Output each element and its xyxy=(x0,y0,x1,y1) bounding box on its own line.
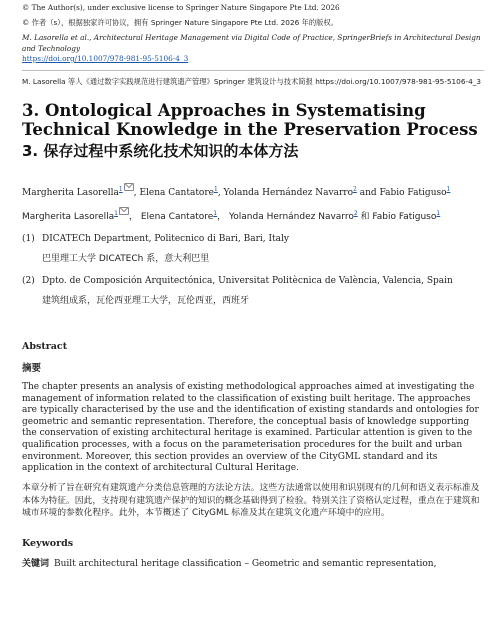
page xyxy=(22,0,484,569)
affiliation-text-en: DICATECh Department, Politecnico di Bari, Bari, Italy xyxy=(42,234,289,244)
affiliation-number: (1) xyxy=(22,234,35,244)
chapter-title-en: 3. Ontological Approaches in Systematising Technical Knowledge in the Preservation Process xyxy=(22,101,478,139)
author-line-zh xyxy=(22,207,484,223)
author-name[interactable]: Margherita Lasorella xyxy=(22,188,119,198)
keywords-heading: Keywords xyxy=(22,538,74,550)
keywords-text: Built architectural heritage classification – Geometric and semantic representation, xyxy=(54,559,437,570)
author-name-zh[interactable]: Margherita Lasorella xyxy=(22,212,115,222)
affiliation-ref[interactable]: 1 xyxy=(446,186,451,193)
author-name-zh[interactable]: ， Yolanda Hernández Navarro xyxy=(217,212,354,222)
affiliation-text-zh: 建筑组成系，瓦伦西亚理工大学，瓦伦西亚，西班牙 xyxy=(42,296,250,306)
affiliation-text-en: Dpto. de Composición Arquitectónica, Universitat Politècnica de València, Valencia, Spain xyxy=(42,276,453,286)
and-separator: and xyxy=(359,188,377,198)
affiliation-ref[interactable]: 1 xyxy=(213,210,218,217)
affiliation-ref[interactable]: 1 xyxy=(213,186,218,193)
copyright-zh: © 作者（s），根据独家许可协议，拥有 Springer Nature Singapore Pte Ltd. 2026 年的版权。 xyxy=(22,17,339,27)
citation-en xyxy=(22,33,484,65)
author-name-zh[interactable]: 和 Fabio Fatiguso xyxy=(357,212,437,222)
keywords-label-zh: 关键词 xyxy=(22,559,50,570)
author-name[interactable]: Yolanda Hernández Navarro xyxy=(223,188,353,198)
abstract-heading-zh: 摘要 xyxy=(22,363,42,374)
author-name[interactable]: Elena Cantatore xyxy=(139,188,214,198)
citation-zh: M. Lasorella 等人《通过数字实践规范进行建筑遗产管理》Springer 建筑设计与技术简报 https://doi.org/10.1007/978-981-95-5106-4_3 xyxy=(22,76,482,86)
abstract-heading-en: Abstract xyxy=(22,341,68,352)
affiliation-2 xyxy=(22,275,484,287)
email-icon[interactable] xyxy=(124,183,134,191)
chapter-title-zh: 3. 保存过程中系统化技术知识的本体方法 xyxy=(22,142,299,160)
affiliation-1 xyxy=(22,233,484,245)
copyright-en: © The Author(s), under exclusive license to Springer Nature Singapore Pte Ltd. 2026 xyxy=(22,3,340,12)
affiliation-ref[interactable]: 2 xyxy=(353,210,358,217)
keywords-line xyxy=(22,556,484,569)
author-name-zh[interactable]: ， Elena Cantatore xyxy=(129,212,214,222)
affiliation-number: (2) xyxy=(22,276,35,286)
affiliation-text-zh: 巴里理工大学 DICATECh 系，意大利巴里 xyxy=(42,254,210,264)
author-name[interactable]: Fabio Fatiguso xyxy=(379,188,447,198)
abstract-text-en: The chapter presents an analysis of existing methodological approaches aimed at investigating the management of information related to the classification of existing built heritage. The approaches are typically characterised by the use and the identification of existing standards and ontologies for geometric and semantic representation. Therefore, the conceptual basis of knowledge supporting the conservation of existing architectural heritage is examined. Particular attention is given to the qualification processes, with a focus on the parameterisation procedures for the built and urban environment. Moreover, this section provides an overview of the CityGML standard and its application in the context of architectural Cultural Heritage. xyxy=(22,382,479,474)
citation-doi-link[interactable]: https://doi.org/10.1007/978-981-95-5106-4_3 xyxy=(22,54,189,63)
affiliation-ref[interactable]: 2 xyxy=(353,186,357,193)
affiliation-ref[interactable]: 1 xyxy=(114,210,118,217)
affiliation-ref[interactable]: 1 xyxy=(436,210,441,217)
email-icon[interactable] xyxy=(119,207,129,215)
author-line-en: Margherita Lasorella$^1$ , Elena Cantatore$^1$, Yolanda Hernández Navarro$^2$ and Fabio Fatiguso$^1$ xyxy=(22,183,484,199)
citation-en-text: M. Lasorella et al., Architectural Heritage Management via Digital Code of Practice, SpringerBriefs in Architectural Design and Technology xyxy=(22,33,481,53)
affiliation-ref[interactable]: 1 xyxy=(118,186,123,193)
divider xyxy=(22,70,484,71)
abstract-text-zh: 本章分析了旨在研究有建筑遗产分类信息管理的方法论方法。这些方法通常以使用和识别现有的几何和语义表示标准及本体为特征。因此，支持现有建筑遗产保护的知识的概念基础得到了检验。特别关注了资格认定过程，重点在于建筑和城市环境的参数化程序。此外，本节概述了 CityGML 标准及其在建筑文化遗产环境中的应用。 xyxy=(22,482,480,519)
